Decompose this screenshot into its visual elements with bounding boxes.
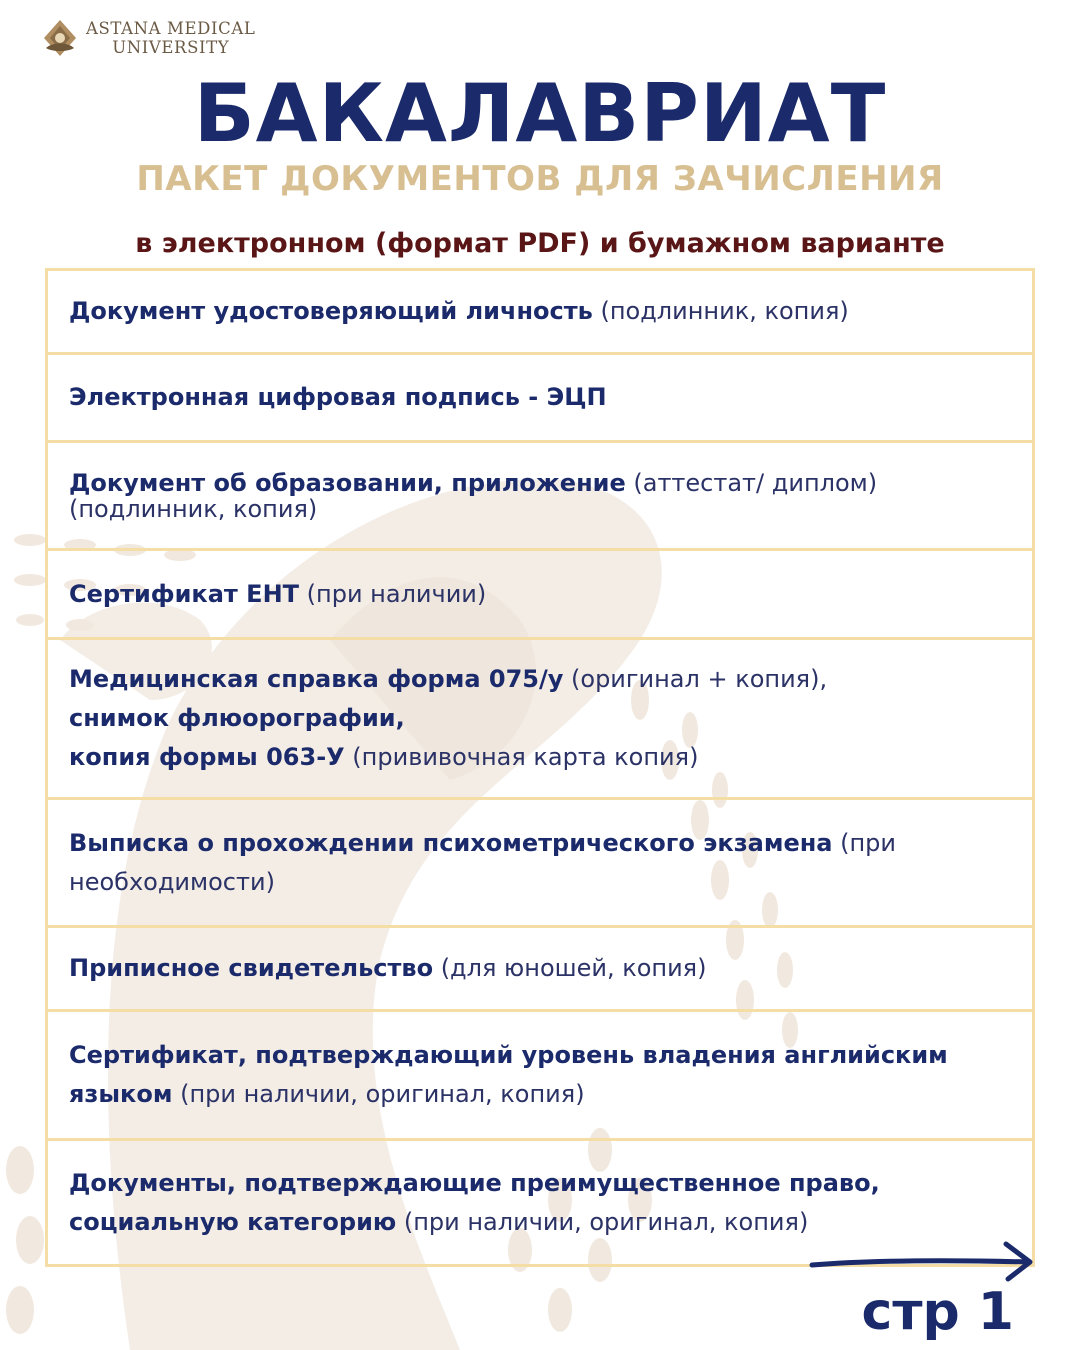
- document-row-education: [48, 443, 1032, 551]
- document-text: [69, 292, 849, 331]
- documents-table: [45, 268, 1035, 1267]
- document-row-eds: [48, 355, 1032, 443]
- document-row-english: [48, 1012, 1032, 1141]
- document-note: (подлинник, копия): [592, 297, 849, 325]
- document-title: Документ удостоверяющий личность: [69, 297, 593, 325]
- document-title: Выписка о прохождении психометрического экзамена: [69, 828, 833, 857]
- document-row-id: [48, 271, 1032, 355]
- document-text: [69, 1164, 1012, 1242]
- document-note: (оригинал + копия),: [563, 665, 828, 693]
- document-row-medical: [48, 640, 1032, 800]
- university-emblem-icon: [40, 18, 80, 58]
- document-note: (прививочная карта копия): [344, 743, 699, 771]
- document-title: Сертификат, подтверждающий уровень владения английским языком: [69, 1041, 948, 1108]
- logo-text-line2: UNIVERSITY: [112, 38, 230, 57]
- page-number: стр 1: [861, 1282, 1014, 1342]
- page-subtitle: ПАКЕТ ДОКУМЕНТОВ ДЛЯ ЗАЧИСЛЕНИЯ: [136, 159, 944, 199]
- document-row-military: [48, 928, 1032, 1012]
- document-title: Сертификат ЕНТ: [69, 579, 300, 608]
- page-title: БАКАЛАВРИАТ: [193, 67, 887, 160]
- document-note: (при наличии, оригинал, копия): [172, 1080, 585, 1108]
- document-text: [69, 1036, 1012, 1114]
- document-title: Электронная цифровая подпись - ЭЦП: [69, 383, 607, 411]
- format-note: в электронном (формат PDF) и бумажном варианте: [135, 228, 945, 259]
- document-note: (аттестат/ диплом) (подлинник, копия): [69, 468, 878, 523]
- document-text: [69, 575, 486, 614]
- document-text: [69, 824, 1012, 902]
- document-text: [69, 470, 1012, 522]
- document-text: [69, 949, 706, 988]
- document-title: копия формы 063-У: [69, 743, 345, 771]
- logo-text-line1: ASTANA MEDICAL: [86, 19, 256, 38]
- document-title: Приписное свидетельство: [69, 954, 434, 982]
- document-title: Медицинская справка форма 075/у: [69, 665, 564, 693]
- document-row-ent: [48, 551, 1032, 640]
- document-title: снимок флюорографии,: [69, 704, 405, 732]
- university-logo: [40, 18, 255, 58]
- document-text: [69, 378, 607, 417]
- document-note: (при наличии): [299, 579, 487, 608]
- document-row-psychometric: [48, 800, 1032, 928]
- document-note: (при наличии, оригинал, копия): [396, 1207, 809, 1236]
- document-note: (для юношей, копия): [433, 954, 707, 982]
- document-title: Документы, подтверждающие преимущественное право, социальную категорию: [69, 1168, 880, 1236]
- document-text: [69, 660, 827, 777]
- document-note: (при необходимости): [69, 828, 897, 896]
- document-title: Документ об образовании, приложение: [69, 468, 626, 497]
